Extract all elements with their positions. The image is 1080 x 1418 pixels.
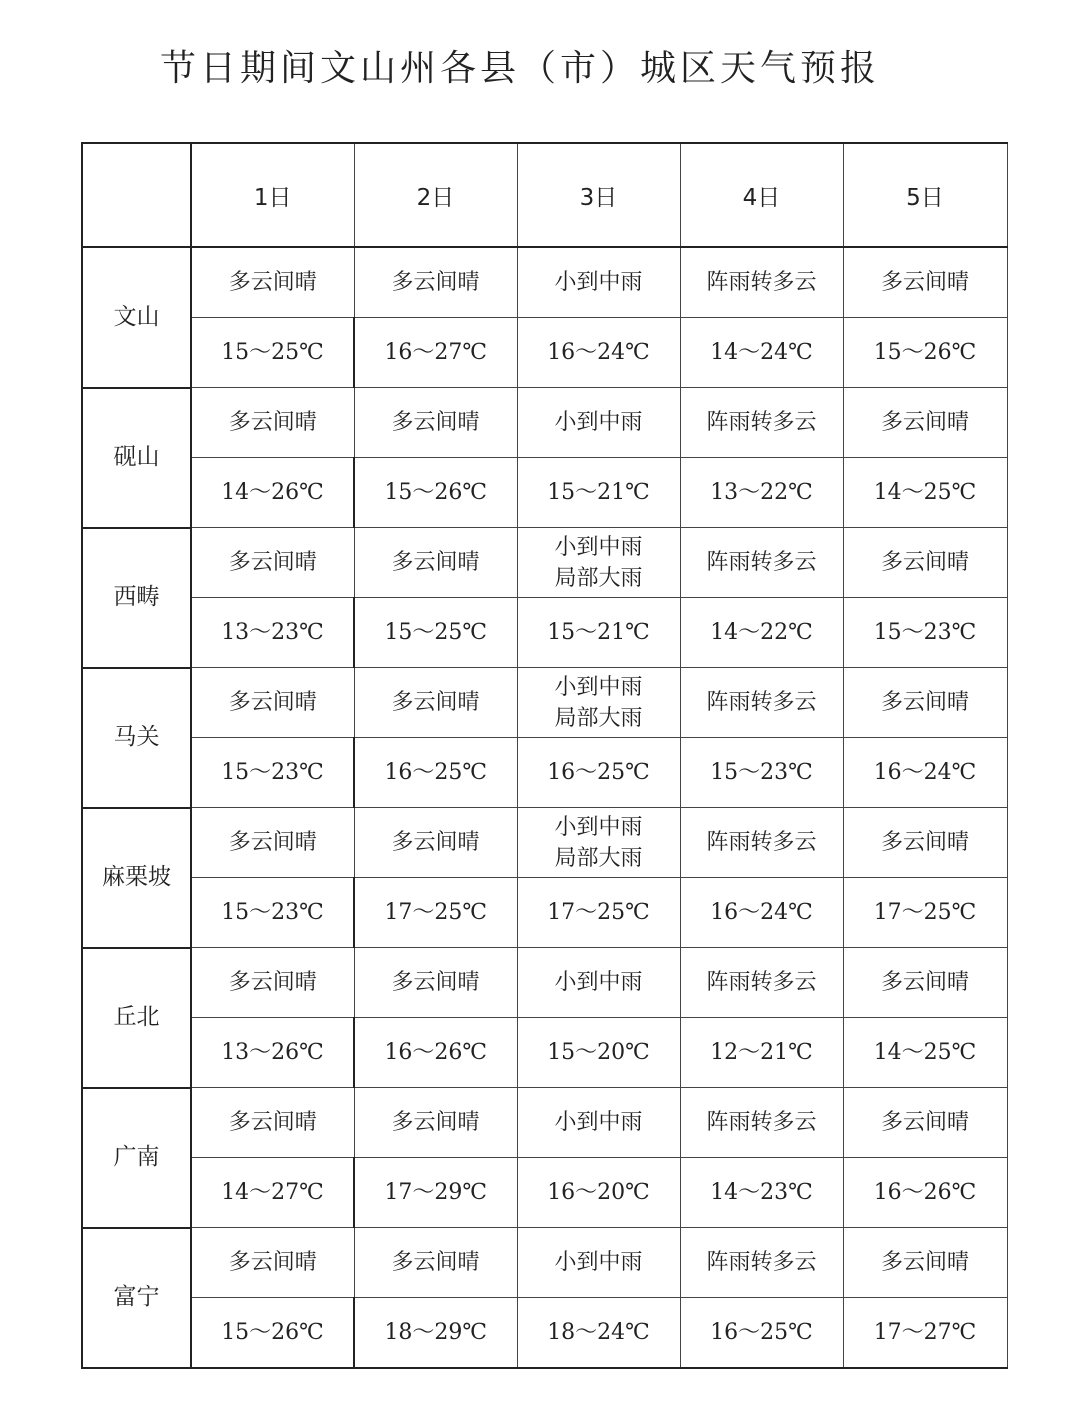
temperature-cell: 16～20℃ bbox=[517, 1158, 680, 1228]
county-name: 西畴 bbox=[82, 528, 191, 668]
county-name: 富宁 bbox=[82, 1228, 191, 1369]
temperature-row bbox=[82, 878, 1007, 948]
temperature-cell: 15～26℃ bbox=[191, 1298, 354, 1369]
weather-cell: 阵雨转多云 bbox=[680, 808, 843, 878]
weather-cell: 小到中雨 局部大雨 bbox=[517, 668, 680, 738]
temperature-cell: 14～25℃ bbox=[843, 1018, 1007, 1088]
weather-cell: 多云间晴 bbox=[354, 948, 517, 1018]
temperature-row bbox=[82, 598, 1007, 668]
temperature-cell: 17～25℃ bbox=[517, 878, 680, 948]
forecast-table bbox=[81, 142, 1008, 1369]
weather-cell: 多云间晴 bbox=[843, 668, 1007, 738]
weather-cell: 多云间晴 bbox=[191, 528, 354, 598]
weather-cell: 多云间晴 bbox=[191, 247, 354, 318]
temperature-cell: 12～21℃ bbox=[680, 1018, 843, 1088]
weather-cell: 阵雨转多云 bbox=[680, 247, 843, 318]
weather-cell: 阵雨转多云 bbox=[680, 528, 843, 598]
weather-cell: 多云间晴 bbox=[354, 388, 517, 458]
weather-cell: 多云间晴 bbox=[191, 388, 354, 458]
temperature-cell: 16～26℃ bbox=[843, 1158, 1007, 1228]
weather-row bbox=[82, 808, 1007, 878]
weather-row bbox=[82, 528, 1007, 598]
temperature-cell: 16～25℃ bbox=[517, 738, 680, 808]
weather-cell: 小到中雨 bbox=[517, 1088, 680, 1158]
weather-cell: 阵雨转多云 bbox=[680, 948, 843, 1018]
weather-cell: 多云间晴 bbox=[843, 948, 1007, 1018]
weather-cell: 多云间晴 bbox=[843, 808, 1007, 878]
weather-cell: 阵雨转多云 bbox=[680, 668, 843, 738]
temperature-cell: 18～24℃ bbox=[517, 1298, 680, 1369]
weather-cell: 多云间晴 bbox=[191, 948, 354, 1018]
temperature-cell: 14～27℃ bbox=[191, 1158, 354, 1228]
weather-row bbox=[82, 1228, 1007, 1298]
temperature-cell: 14～24℃ bbox=[680, 318, 843, 388]
county-name: 文山 bbox=[82, 247, 191, 388]
temperature-cell: 14～25℃ bbox=[843, 458, 1007, 528]
temperature-cell: 15～26℃ bbox=[354, 458, 517, 528]
temperature-cell: 15～23℃ bbox=[191, 878, 354, 948]
temperature-cell: 16～25℃ bbox=[354, 738, 517, 808]
county-name: 马关 bbox=[82, 668, 191, 808]
weather-cell: 小到中雨 局部大雨 bbox=[517, 528, 680, 598]
header-row bbox=[82, 143, 1007, 247]
weather-cell: 多云间晴 bbox=[843, 247, 1007, 318]
day-header: 2日 bbox=[354, 143, 517, 247]
weather-cell: 多云间晴 bbox=[354, 668, 517, 738]
corner-cell bbox=[82, 143, 191, 247]
temperature-cell: 16～24℃ bbox=[517, 318, 680, 388]
temperature-cell: 15～25℃ bbox=[354, 598, 517, 668]
temperature-cell: 15～20℃ bbox=[517, 1018, 680, 1088]
temperature-cell: 16～24℃ bbox=[843, 738, 1007, 808]
temperature-cell: 17～25℃ bbox=[843, 878, 1007, 948]
weather-cell: 小到中雨 bbox=[517, 948, 680, 1018]
weather-row bbox=[82, 1088, 1007, 1158]
weather-cell: 多云间晴 bbox=[191, 668, 354, 738]
county-name: 麻栗坡 bbox=[82, 808, 191, 948]
county-name: 丘北 bbox=[82, 948, 191, 1088]
temperature-row bbox=[82, 1018, 1007, 1088]
temperature-row bbox=[82, 318, 1007, 388]
weather-cell: 阵雨转多云 bbox=[680, 1228, 843, 1298]
weather-cell: 多云间晴 bbox=[354, 808, 517, 878]
weather-cell: 小到中雨 bbox=[517, 388, 680, 458]
county-name: 广南 bbox=[82, 1088, 191, 1228]
temperature-cell: 16～24℃ bbox=[680, 878, 843, 948]
weather-row bbox=[82, 247, 1007, 318]
weather-cell: 阵雨转多云 bbox=[680, 388, 843, 458]
weather-cell: 小到中雨 bbox=[517, 1228, 680, 1298]
temperature-row bbox=[82, 1298, 1007, 1369]
temperature-row bbox=[82, 738, 1007, 808]
day-header: 4日 bbox=[680, 143, 843, 247]
temperature-cell: 17～29℃ bbox=[354, 1158, 517, 1228]
weather-cell: 多云间晴 bbox=[843, 1088, 1007, 1158]
weather-cell: 小到中雨 局部大雨 bbox=[517, 808, 680, 878]
temperature-cell: 15～23℃ bbox=[680, 738, 843, 808]
temperature-cell: 17～27℃ bbox=[843, 1298, 1007, 1369]
weather-cell: 多云间晴 bbox=[843, 528, 1007, 598]
weather-cell: 小到中雨 bbox=[517, 247, 680, 318]
weather-row bbox=[82, 668, 1007, 738]
temperature-cell: 15～21℃ bbox=[517, 598, 680, 668]
weather-cell: 多云间晴 bbox=[843, 388, 1007, 458]
weather-cell: 多云间晴 bbox=[191, 808, 354, 878]
weather-cell: 多云间晴 bbox=[191, 1228, 354, 1298]
temperature-cell: 15～25℃ bbox=[191, 318, 354, 388]
day-header: 3日 bbox=[517, 143, 680, 247]
weather-row bbox=[82, 388, 1007, 458]
county-name: 砚山 bbox=[82, 388, 191, 528]
temperature-cell: 13～26℃ bbox=[191, 1018, 354, 1088]
weather-cell: 多云间晴 bbox=[354, 1228, 517, 1298]
temperature-cell: 15～21℃ bbox=[517, 458, 680, 528]
temperature-cell: 15～26℃ bbox=[843, 318, 1007, 388]
temperature-cell: 14～26℃ bbox=[191, 458, 354, 528]
weather-cell: 阵雨转多云 bbox=[680, 1088, 843, 1158]
day-header: 5日 bbox=[843, 143, 1007, 247]
temperature-cell: 16～27℃ bbox=[354, 318, 517, 388]
temperature-cell: 13～23℃ bbox=[191, 598, 354, 668]
temperature-cell: 16～26℃ bbox=[354, 1018, 517, 1088]
page-title: 节日期间文山州各县（市）城区天气预报 bbox=[159, 48, 880, 89]
temperature-cell: 14～23℃ bbox=[680, 1158, 843, 1228]
temperature-cell: 17～25℃ bbox=[354, 878, 517, 948]
temperature-cell: 18～29℃ bbox=[354, 1298, 517, 1369]
weather-cell: 多云间晴 bbox=[191, 1088, 354, 1158]
temperature-row bbox=[82, 1158, 1007, 1228]
weather-row bbox=[82, 948, 1007, 1018]
weather-cell: 多云间晴 bbox=[354, 247, 517, 318]
temperature-cell: 14～22℃ bbox=[680, 598, 843, 668]
temperature-cell: 15～23℃ bbox=[843, 598, 1007, 668]
temperature-cell: 15～23℃ bbox=[191, 738, 354, 808]
weather-cell: 多云间晴 bbox=[354, 1088, 517, 1158]
weather-cell: 多云间晴 bbox=[354, 528, 517, 598]
temperature-row bbox=[82, 458, 1007, 528]
temperature-cell: 16～25℃ bbox=[680, 1298, 843, 1369]
weather-cell: 多云间晴 bbox=[843, 1228, 1007, 1298]
day-header: 1日 bbox=[191, 143, 354, 247]
temperature-cell: 13～22℃ bbox=[680, 458, 843, 528]
